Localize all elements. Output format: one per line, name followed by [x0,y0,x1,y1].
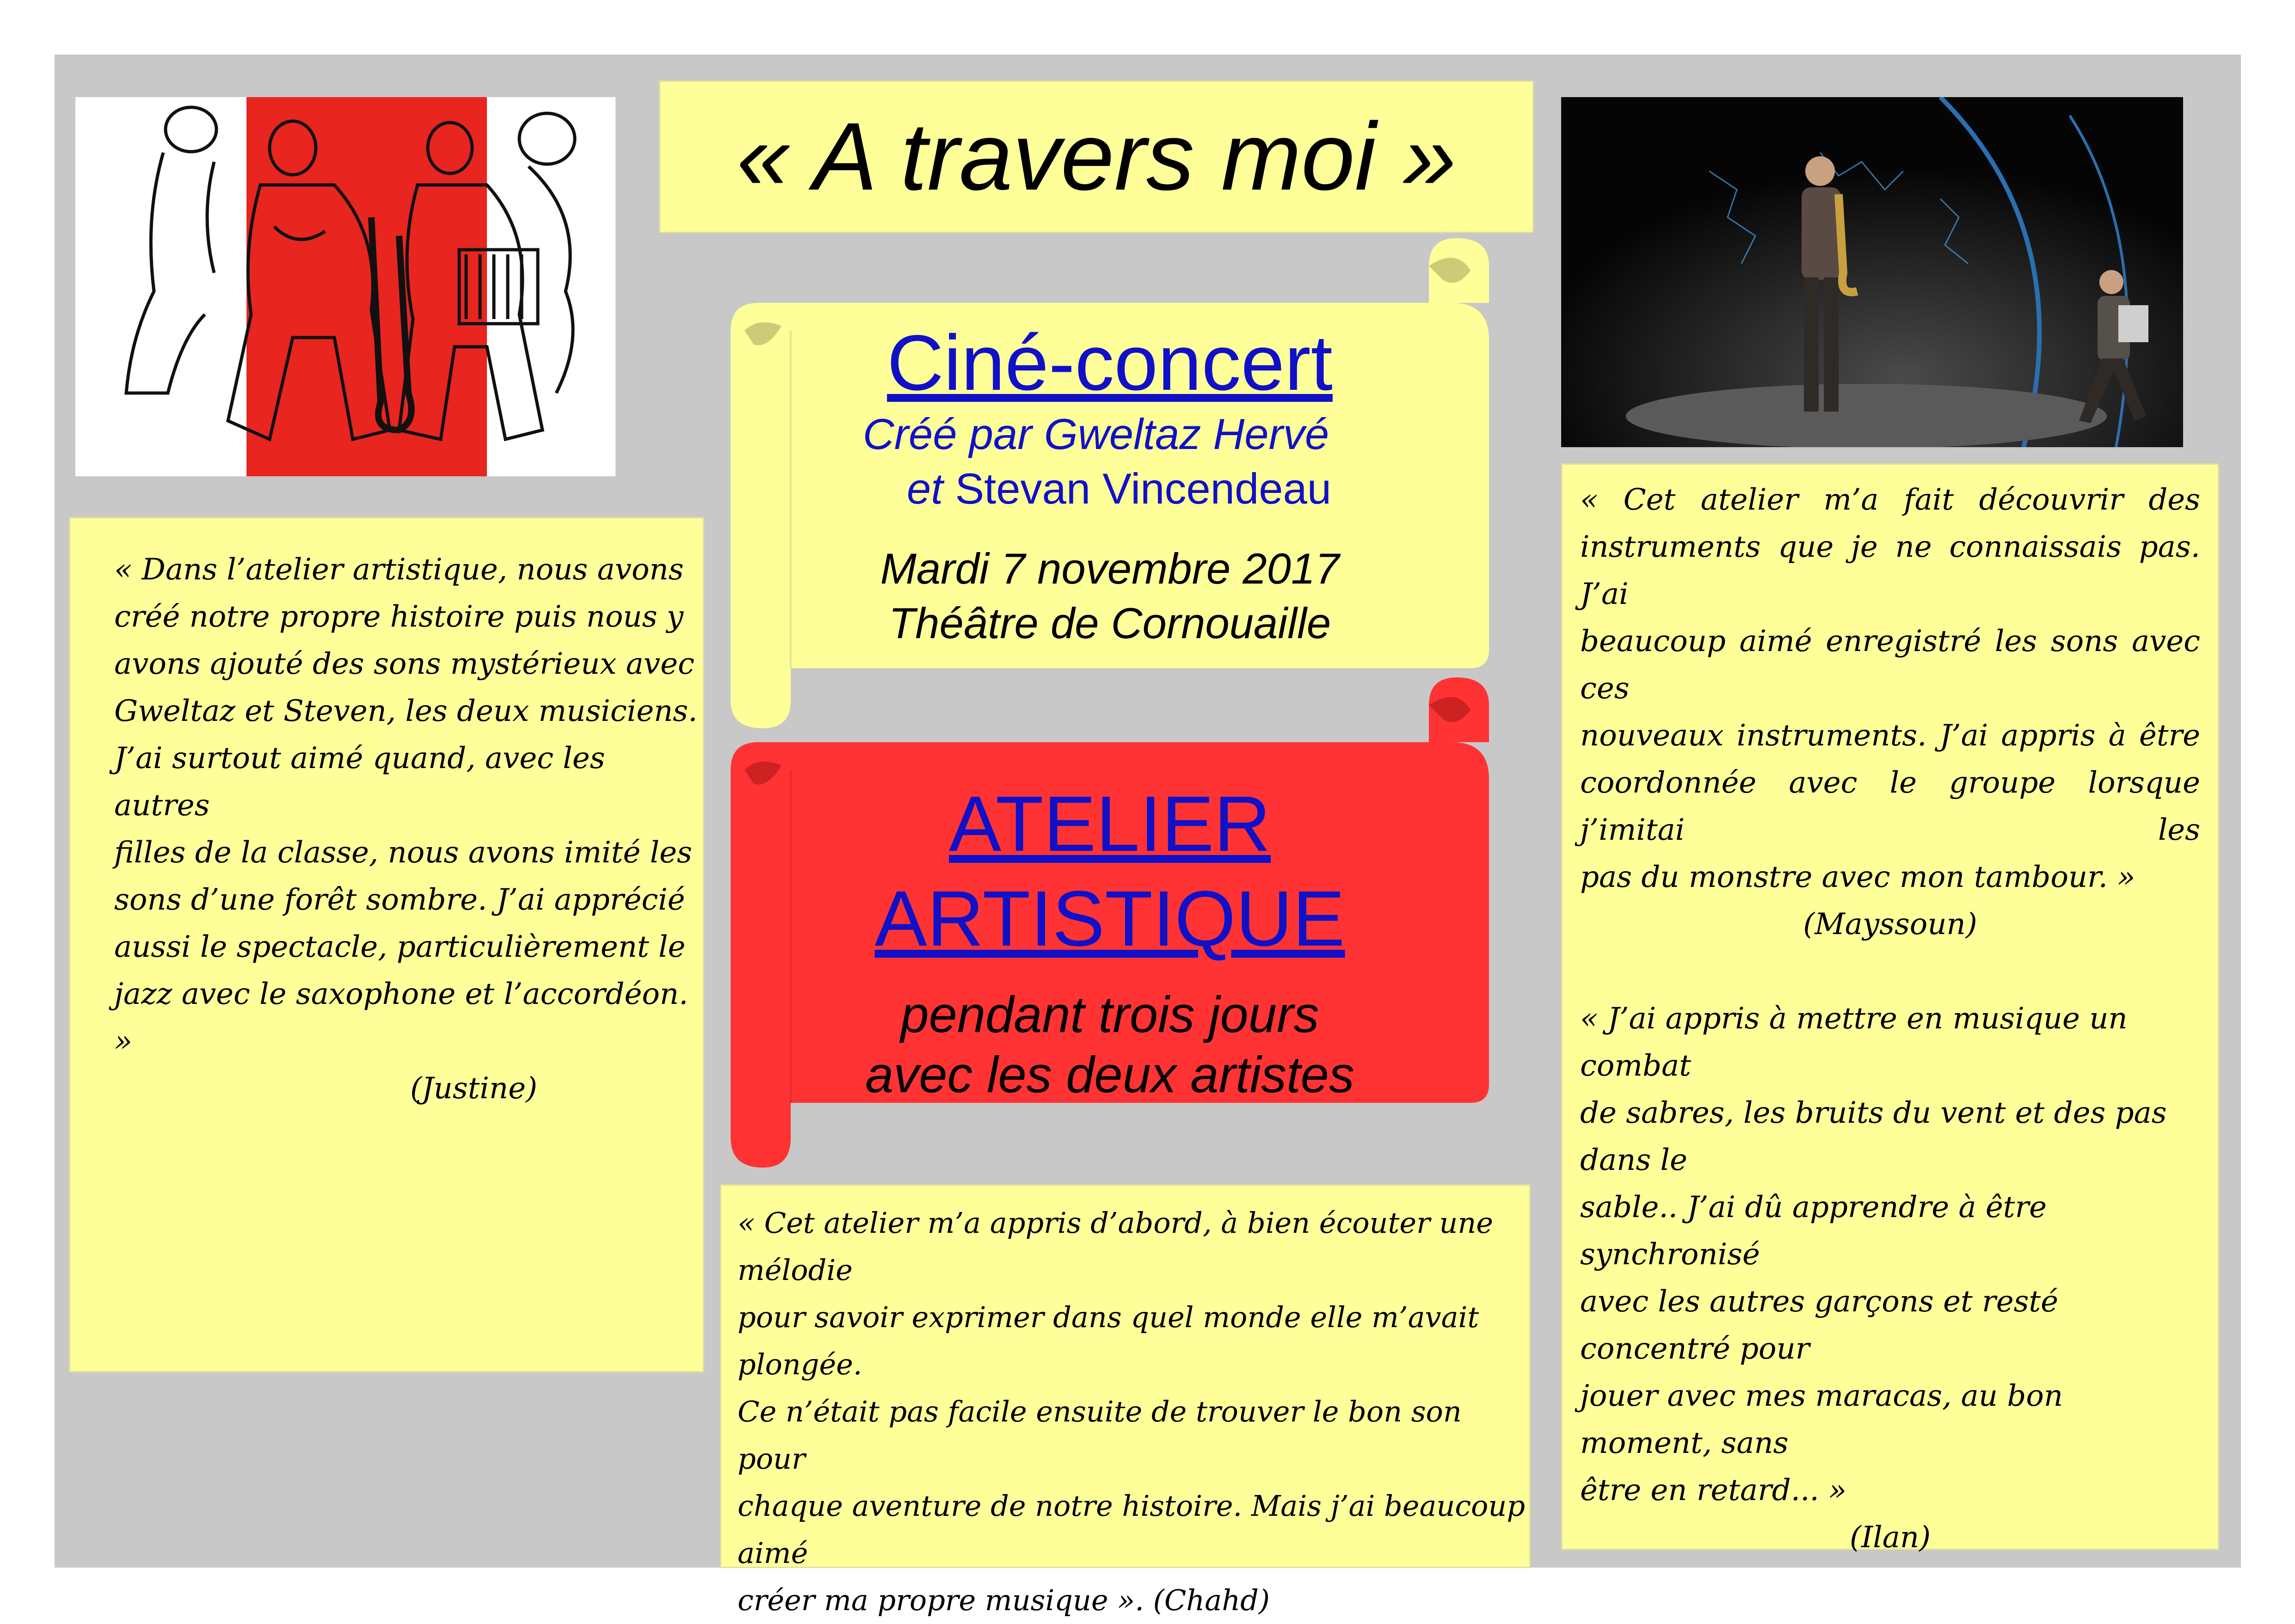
cine-credit-name: Stevan Vincendeau [943,464,1332,513]
quote-line: coordonnée avec le groupe lorsque j’imitai les [1580,766,2200,847]
cine-credit-et: et [906,464,943,513]
poster-title-box [659,80,1534,233]
quote-author: (Justine) [410,1071,537,1106]
quote-line: jazz avec le saxophone et l’accordéon. » [114,977,689,1058]
atelier-heading-line2[interactable]: ARTISTIQUE [874,875,1345,963]
quote-author: (Ilan) [1849,1520,1931,1555]
quote-line: pas du monstre avec mon tambour. » [1580,860,2135,894]
quote-line: avons ajouté des sons mystérieux avec [114,647,695,681]
quote-line: sons d’une forêt sombre. J’ai apprécié [114,883,685,917]
cine-credit-line1: Créé par Gweltaz Hervé [862,410,1329,458]
quote-line: Ce n’était pas facile ensuite de trouver le bon son pour [738,1395,1462,1476]
quote-right-box [1561,463,2219,1555]
quote-chahd-box [720,1184,1531,1617]
atelier-sub-line2: avec les deux artistes [865,1046,1354,1103]
quote-line: beaucoup aimé enregistré les sons avec ces [1580,624,2200,706]
quote-line: créé notre propre histoire puis nous y [114,600,683,634]
quote-line: aussi le spectacle, particulièrement le [114,930,686,964]
concert-photo [1561,97,2183,447]
quote-author: (Mayssoun) [1803,907,1977,941]
quote-line: avec les autres garçons et resté concentré pour [1580,1285,2058,1366]
quote-line: « Cet atelier m’a fait découvrir des [1580,483,2200,517]
cine-date: Mardi 7 novembre 2017 [880,544,1340,593]
quote-line: pour savoir exprimer dans quel monde elle m’avait plongée. [738,1300,1479,1381]
quote-line: « Dans l’atelier artistique, nous avons [114,553,684,587]
musicians-drawing [75,97,615,476]
cine-concert-text [791,319,1429,651]
atelier-text [791,777,1429,1105]
poster-title: « A travers moi » [736,103,1457,210]
quote-justine-box [69,517,704,1372]
cine-concert-heading[interactable]: Ciné-concert [887,319,1333,407]
cine-place: Théâtre de Cornouaille [888,599,1331,647]
quote-line: être en retard... » [1580,1473,1847,1507]
quote-line: chaque aventure de notre histoire. Mais j’ai beaucoup aimé [738,1489,1526,1570]
quote-line: « J’ai appris à mettre en musique un combat [1580,1002,2128,1083]
quote-line: nouveaux instruments. J’ai appris à être [1580,719,2200,753]
spacer [1580,948,2200,995]
quote-line: J’ai surtout aimé quand, avec les autres [114,741,605,823]
quote-line: de sabres, les bruits du vent et des pas dans le [1580,1096,2167,1177]
quote-line: sable.. J’ai dû apprendre à être synchronisé [1580,1190,2047,1272]
quote-line: créer ma propre musique ». (Chahd) [738,1583,1270,1617]
atelier-sub-line1: pendant trois jours [900,986,1319,1043]
quote-line: « Cet atelier m’a appris d’abord, à bien écouter une mélodie [738,1206,1493,1287]
atelier-heading-line1[interactable]: ATELIER [949,780,1271,868]
quote-line: jouer avec mes maracas, au bon moment, sans [1580,1379,2063,1460]
quote-line: Gweltaz et Steven, les deux musiciens. [114,694,698,728]
quote-line: instruments que je ne connaissais pas. J’ai [1580,530,2200,611]
cine-credit-line2 [809,461,1429,516]
quote-line: filles de la classe, nous avons imité les [114,836,692,870]
